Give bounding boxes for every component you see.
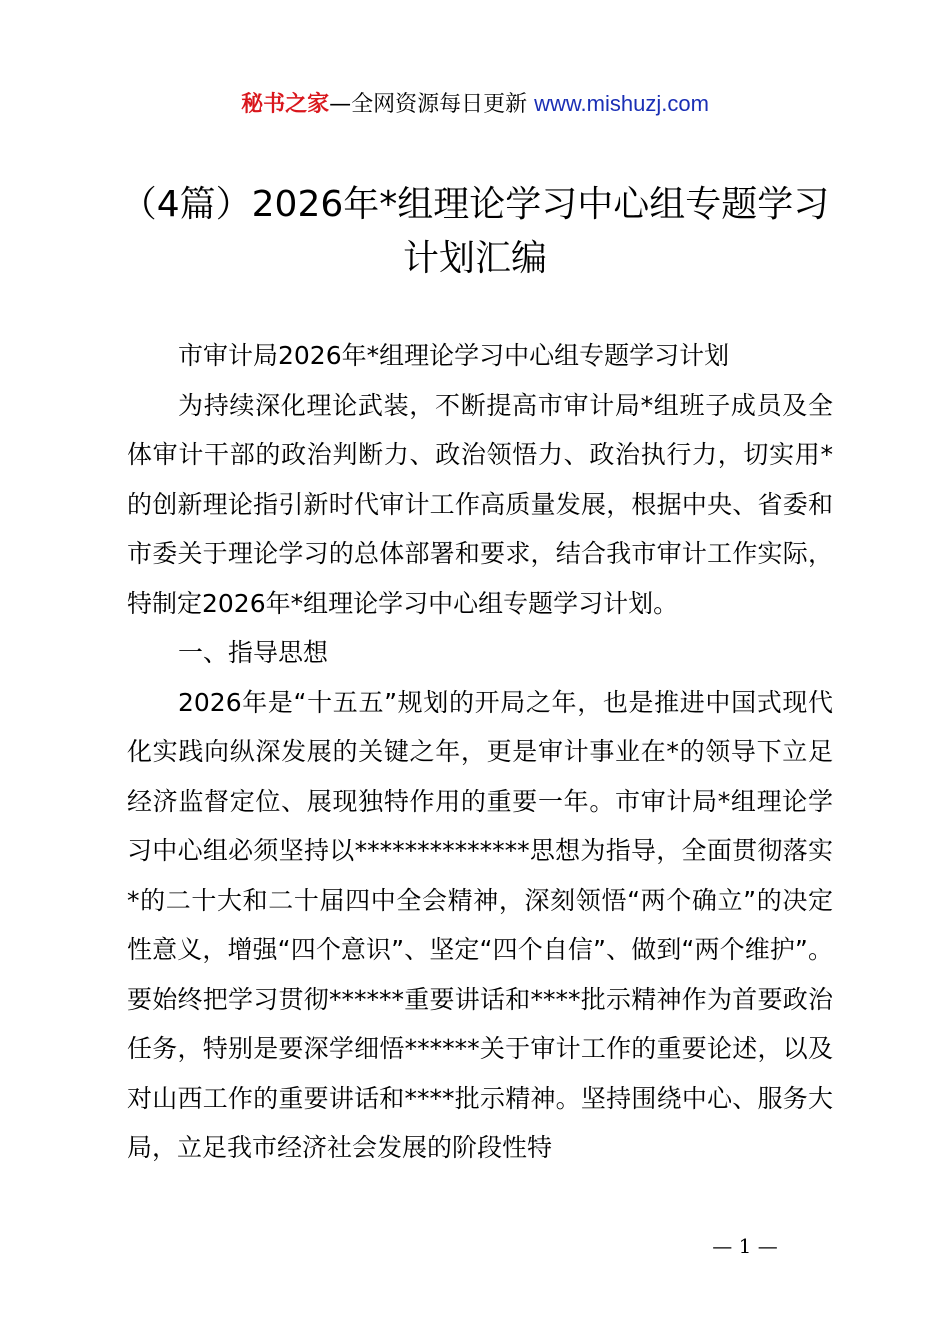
title-line-2: 计划汇编 <box>402 238 547 279</box>
intro-paragraph: 为持续深化理论武装，不断提高市审计局*组班子成员及全体审计干部的政治判断力、政治领悟力、政治执行力，切实用*的创新理论指引新时代审计工作高质量发展，根据中央、省委和市委关于理论学习的总体部署和要求，结合我市审计工作实际，特制定2026年*组理论学习中心组专题学习计划。 <box>127 390 833 618</box>
section-subtitle: 市审计局2026年*组理论学习中心组专题学习计划 <box>178 341 730 370</box>
header-tagline: —全网资源每日更新 <box>329 92 535 117</box>
site-url-link[interactable]: www.mishuzj.com <box>534 91 709 116</box>
page-number: — 1 — <box>712 1234 778 1258</box>
section-heading-guiding-ideology: 一、指导思想 <box>178 638 329 667</box>
title-line-1: （4篇）2026年*组理论学习中心组专题学习 <box>120 184 830 225</box>
guiding-ideology-paragraph: 2026年是“十五五”规划的开局之年，也是推进中国式现代化实践向纵深发展的关键之年，更是审计事业在*的领导下立足经济监督定位、展现独特作用的重要一年。市审计局*组理论学习中心组必须坚持以**************思想为指导，全面贯彻落实*的二十大和二十届四中全会精神，深刻领悟“两个确立”的决定性意义，增强“四个意识”、坚定“四个自信”、做到“两个维护”。要始终把学习贯彻******重要讲话和****批示精神作为首要政治任务，特别是要深学细悟******关于审计工作的重要论述，以及对山西工作的重要讲话和****批示精神。坚持围绕中心、服务大局，立足我市经济社会发展的阶段性特 <box>127 687 833 1162</box>
document-title <box>100 178 850 286</box>
document-body <box>127 331 833 1173</box>
site-header <box>0 86 950 123</box>
brand-name: 秘书之家 <box>241 92 330 117</box>
